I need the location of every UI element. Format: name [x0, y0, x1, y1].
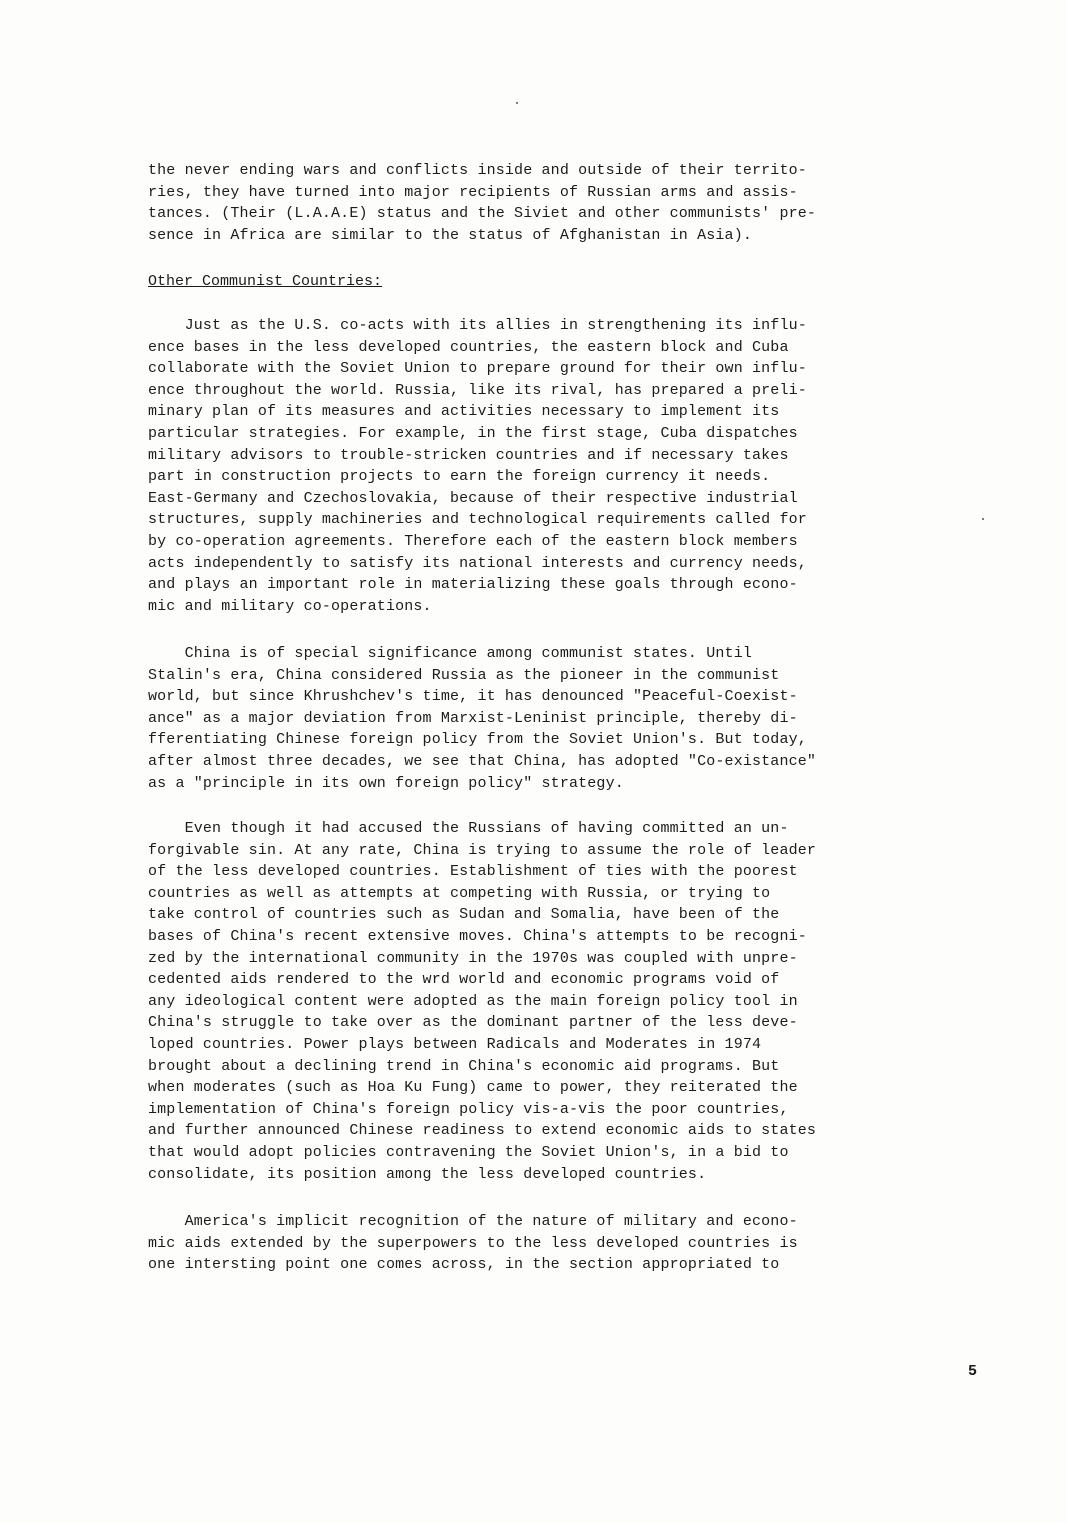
text-line: any ideological content were adopted as the main foreign policy tool in — [148, 992, 798, 1010]
text-line: that would adopt policies contravening the Soviet Union's, in a bid to — [148, 1143, 789, 1161]
text-line: ance" as a major deviation from Marxist-Leninist principle, thereby di- — [148, 709, 798, 727]
text-line: consolidate, its position among the less developed countries. — [148, 1165, 707, 1183]
text-line: after almost three decades, we see that China, has adopted "Co-existance" — [148, 752, 817, 770]
text-line: Just as the U.S. co-acts with its allies in strengthening its influ- — [148, 317, 807, 334]
text-line: countries as well as attempts at competing with Russia, or trying to — [148, 884, 771, 902]
text-line: minary plan of its measures and activities necessary to implement its — [148, 403, 780, 421]
text-line: one intersting point one comes across, in the section appropriated to — [148, 1256, 780, 1274]
paragraph-eastern-block — [148, 315, 948, 617]
text-line: East-Germany and Czechoslovakia, because of their respective industrial — [148, 489, 798, 507]
text-line: forgivable sin. At any rate, China is trying to assume the role of leader — [148, 841, 817, 859]
text-line: take control of countries such as Sudan and Somalia, have been of the — [148, 906, 780, 924]
text-line: and further announced Chinese readiness to extend economic aids to states — [148, 1122, 817, 1140]
paragraph-china-significance — [148, 643, 948, 794]
text-line: Stalin's era, China considered Russia as the pioneer in the communist — [148, 666, 780, 684]
text-line: China is of special significance among communist states. Until — [148, 645, 752, 662]
text-line: mic aids extended by the superpowers to the less developed countries is — [148, 1234, 798, 1252]
text-line: structures, supply machineries and technological requirements called for — [148, 511, 807, 529]
text-line: acts independently to satisfy its national interests and currency needs, — [148, 554, 807, 572]
text-line: implementation of China's foreign policy vis-a-vis the poor countries, — [148, 1100, 789, 1118]
text-line: sence in Africa are similar to the status of Afghanistan in Asia). — [148, 226, 752, 244]
scan-speck-right — [982, 518, 984, 520]
text-line: when moderates (such as Hoa Ku Fung) came to power, they reiterated the — [148, 1079, 798, 1097]
text-line: ence bases in the less developed countries, the eastern block and Cuba — [148, 338, 789, 356]
text-line: bases of China's recent extensive moves. China's attempts to be recogni- — [148, 927, 807, 945]
text-line: military advisors to trouble-stricken countries and if necessary takes — [148, 446, 789, 464]
text-line: zed by the international community in the 1970s was coupled with unpre- — [148, 949, 798, 967]
text-line: loped countries. Power plays between Radicals and Moderates in 1974 — [148, 1035, 762, 1053]
text-line: China's struggle to take over as the dominant partner of the less deve- — [148, 1014, 798, 1032]
page-number: 5 — [968, 1363, 978, 1380]
section-heading: Other Communist Countries: — [148, 273, 383, 290]
text-line: part in construction projects to earn the foreign currency it needs. — [148, 468, 771, 486]
paragraph-china-leadership — [148, 818, 948, 1185]
paragraph-america-recognition — [148, 1211, 948, 1276]
text-line: of the less developed countries. Establishment of ties with the poorest — [148, 863, 798, 881]
intro-paragraph — [148, 160, 948, 246]
text-line: as a "principle in its own foreign policy" strategy. — [148, 774, 624, 792]
text-line: by co-operation agreements. Therefore each of the eastern block members — [148, 532, 798, 550]
text-line: tances. (Their (L.A.A.E) status and the Siviet and other communists' pre- — [148, 205, 817, 223]
text-line: the never ending wars and conflicts inside and outside of their territo- — [148, 162, 807, 179]
text-line: ries, they have turned into major recipients of Russian arms and assis- — [148, 183, 798, 201]
text-line: world, but since Khrushchev's time, it has denounced "Peaceful-Coexist- — [148, 688, 798, 706]
scan-speck-top — [516, 102, 518, 104]
text-line: Even though it had accused the Russians of having committed an un- — [148, 820, 789, 837]
text-line: and plays an important role in materializing these goals through econo- — [148, 576, 798, 594]
text-line: fferentiating Chinese foreign policy from the Soviet Union's. But today, — [148, 731, 807, 749]
text-line: ence throughout the world. Russia, like its rival, has prepared a preli- — [148, 381, 807, 399]
text-line: particular strategies. For example, in the first stage, Cuba dispatches — [148, 424, 798, 442]
text-line: mic and military co-operations. — [148, 597, 432, 615]
text-line: brought about a declining trend in China's economic aid programs. But — [148, 1057, 780, 1075]
text-line: cedented aids rendered to the wrd world and economic programs void of — [148, 971, 780, 989]
text-line: America's implicit recognition of the nature of military and econo- — [148, 1213, 798, 1230]
text-line: collaborate with the Soviet Union to prepare ground for their own influ- — [148, 360, 807, 378]
